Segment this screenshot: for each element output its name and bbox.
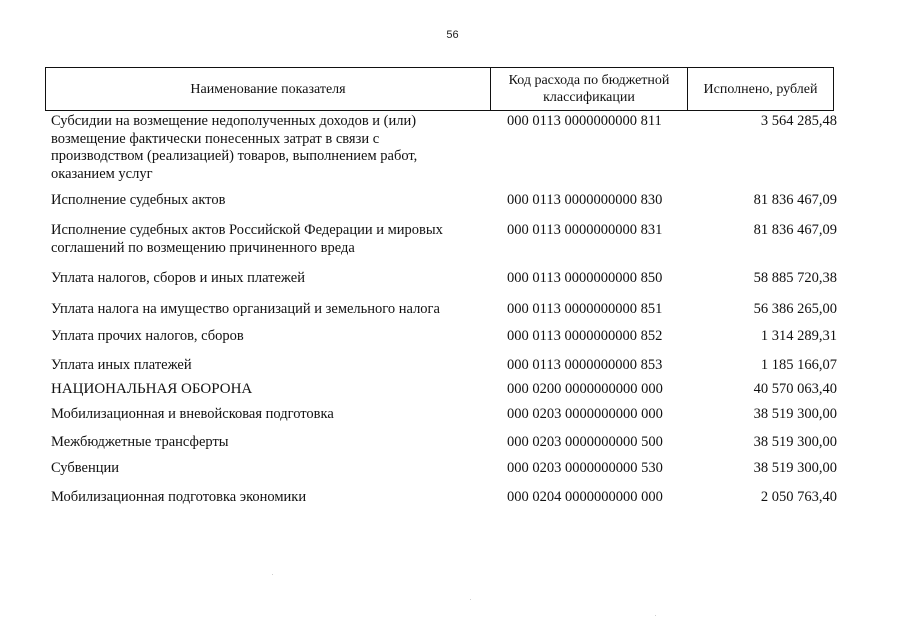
row-name-line: Уплата иных платежей xyxy=(51,357,192,373)
row-code: 000 0113 0000000000 853 xyxy=(507,357,663,373)
row-name xyxy=(51,460,491,478)
row-amount: 1 314 289,31 xyxy=(760,328,837,344)
row-code: 000 0113 0000000000 830 xyxy=(507,192,663,208)
scan-speck xyxy=(272,574,273,575)
row-amount: 56 386 265,00 xyxy=(753,301,837,317)
row-name-line: Уплата налогов, сборов и иных платежей xyxy=(51,270,305,286)
row-name-line: НАЦИОНАЛЬНАЯ ОБОРОНА xyxy=(51,381,253,397)
row-amount: 81 836 467,09 xyxy=(753,222,837,238)
row-amount: 40 570 063,40 xyxy=(753,381,837,397)
row-code: 000 0113 0000000000 831 xyxy=(507,222,663,238)
row-name xyxy=(51,192,491,210)
row-name-line: производством (реализацией) товаров, выполнением работ, xyxy=(51,148,418,164)
row-name-line: возмещение фактически понесенных затрат в связи с xyxy=(51,130,380,147)
row-name xyxy=(51,301,491,319)
row-name xyxy=(51,328,491,346)
header-code-line-2: классификации xyxy=(543,90,635,105)
row-name xyxy=(51,489,491,507)
header-code-line-1: Код расхода по бюджетной xyxy=(508,73,670,88)
page-number: 56 xyxy=(446,29,459,41)
row-code: 000 0113 0000000000 811 xyxy=(507,113,662,129)
row-name-line: оказанием услуг xyxy=(51,165,153,182)
row-name xyxy=(51,270,491,288)
row-name-line: Мобилизационная и вневойсковая подготовка xyxy=(51,406,334,422)
row-amount: 38 519 300,00 xyxy=(753,460,837,476)
row-amount: 3 564 285,48 xyxy=(760,113,837,129)
row-amount: 38 519 300,00 xyxy=(753,434,837,450)
row-name-line: Субвенции xyxy=(51,460,119,476)
header-amount-column: Исполнено, рублей xyxy=(688,68,834,111)
row-amount: 38 519 300,00 xyxy=(753,406,837,422)
row-amount: 58 885 720,38 xyxy=(753,270,837,286)
row-name xyxy=(51,357,491,375)
row-name-line: Мобилизационная подготовка экономики xyxy=(51,489,307,505)
row-name-line: Исполнение судебных актов Российской Федерации и мировых xyxy=(51,222,443,238)
row-code: 000 0203 0000000000 530 xyxy=(507,460,663,476)
header-name-column: Наименование показателя xyxy=(46,68,491,111)
row-name xyxy=(51,113,491,183)
row-name xyxy=(51,406,491,424)
row-name-line: Межбюджетные трансферты xyxy=(51,434,229,450)
scan-speck xyxy=(655,615,656,616)
row-name xyxy=(51,381,491,399)
row-name-line: Исполнение судебных актов xyxy=(51,192,226,208)
row-amount: 2 050 763,40 xyxy=(760,489,837,505)
row-name-line: соглашений по возмещению причиненного вреда xyxy=(51,239,355,256)
scan-speck xyxy=(470,599,471,600)
row-name xyxy=(51,434,491,452)
row-code: 000 0113 0000000000 850 xyxy=(507,270,663,286)
row-name xyxy=(51,222,491,257)
row-code: 000 0113 0000000000 852 xyxy=(507,328,663,344)
row-name-line: Уплата налога на имущество организаций и земельного налога xyxy=(51,301,440,317)
row-amount: 1 185 166,07 xyxy=(760,357,837,373)
row-code: 000 0204 0000000000 000 xyxy=(507,489,663,505)
row-name-line: Уплата прочих налогов, сборов xyxy=(51,328,244,344)
row-code: 000 0203 0000000000 000 xyxy=(507,406,663,422)
row-code: 000 0203 0000000000 500 xyxy=(507,434,663,450)
row-amount: 81 836 467,09 xyxy=(753,192,837,208)
row-code: 000 0200 0000000000 000 xyxy=(507,381,663,397)
row-name-line: Субсидии на возмещение недополученных доходов и (или) xyxy=(51,113,417,129)
row-code: 000 0113 0000000000 851 xyxy=(507,301,663,317)
